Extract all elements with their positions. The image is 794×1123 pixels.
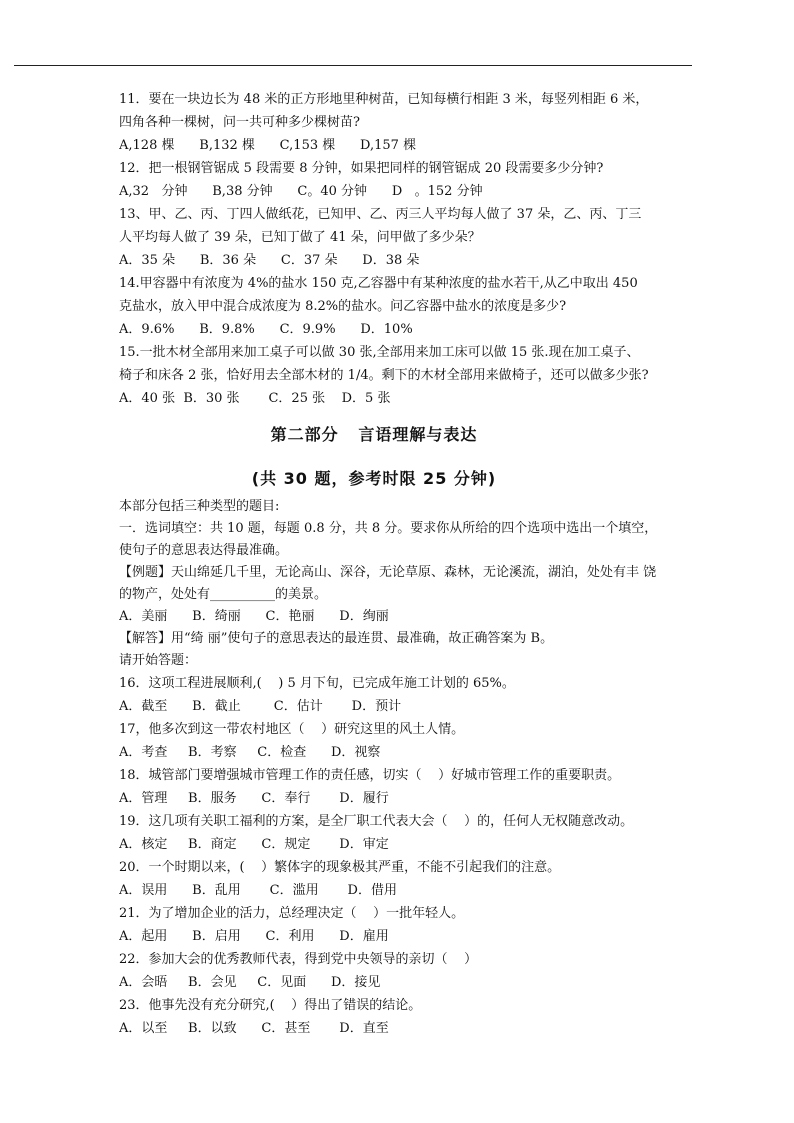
question-options: A,32 分钟 B,38 分钟 C。40 分钟 D 。152 分钟 (119, 184, 483, 199)
question-options: A,128 棵 B,132 棵 C,153 棵 D,157 棵 (119, 138, 417, 153)
question-options: A．截至 B．截止 C．估计 D．预计 (119, 699, 402, 714)
question-text: 17，他多次到这一带农村地区（ ）研究这里的风土人情。 (119, 722, 465, 737)
question-options: A．考查 B．考察 C．检查 D．视察 (119, 745, 381, 760)
question-text: 15.一批木材全部用来加工桌子可以做 30 张,全部用来加工床可以做 15 张.现在加工桌子、 (119, 345, 640, 360)
question-text: 22．参加大会的优秀教师代表，得到党中央领导的亲切（ ） (119, 952, 478, 967)
question-options: A．起用 B．启用 C．利用 D．雇用 (119, 929, 389, 944)
intro-line: 请开始答题： (119, 653, 198, 668)
question-text: 18．城管部门要增强城市管理工作的责任感，切实（ ）好城市管理工作的重要职责。 (119, 768, 621, 783)
question-options: A．40 张 B．30 张 C．25 张 D．5 张 (119, 391, 391, 406)
question-text: 13、甲、乙、丙、丁四人做纸花，已知甲、乙、丙三人平均每人做了 37 朵，乙、丙、丁三 (119, 207, 642, 222)
header-rule (14, 65, 692, 66)
question-text: 人平均每人做了 39 朵，已知丁做了 41 朵，问甲做了多少朵？ (119, 230, 481, 245)
question-options: A．误用 B．乱用 C．滥用 D．借用 (119, 883, 397, 898)
question-text: 椅子和床各 2 张，恰好用去全部木材的 1/4。剩下的木材全部用来做椅子，还可以做多少张? (119, 368, 649, 383)
question-text: 20．一个时期以来，( ）繁体字的现象极其严重，不能不引起我们的注意。 (119, 860, 561, 875)
example-options: A．美丽 B．绮丽 C．艳丽 D．绚丽 (119, 609, 389, 624)
question-text: 21．为了增加企业的活力，总经理决定（ ）一批年轻人。 (119, 906, 465, 921)
intro-line: 本部分包括三种类型的题目: (119, 499, 280, 514)
question-options: A．管理 B．服务 C．奉行 D．履行 (119, 791, 389, 806)
document-body (119, 88, 699, 1040)
section-title: 第二部分 言语理解与表达 (270, 425, 478, 444)
question-options: A．以至 B．以致 C．甚至 D．直至 (119, 1021, 389, 1036)
question-options: A．会晤 B．会见 C．见面 D．接见 (119, 975, 381, 990)
question-options: A．35 朵 B．36 朵 C．37 朵 D．38 朵 (119, 253, 420, 268)
section-subtitle: (共 30 题，参考时限 25 分钟) (251, 469, 497, 488)
question-text: 12．把一根钢管锯成 5 段需要 8 分钟，如果把同样的钢管锯成 20 段需要多少分钟? (119, 161, 604, 176)
intro-line: 一．选词填空：共 10 题，每题 0.8 分，共 8 分。要求你从所给的四个选项中选出一个填空， (119, 521, 658, 536)
question-text: 四角各种一棵树，问一共可种多少棵树苗? (119, 115, 360, 130)
example-line: 的物产，处处有__________的美景。 (119, 587, 328, 602)
question-text: 克盐水，放入甲中混合成浓度为 8.2%的盐水。问乙容器中盐水的浓度是多少? (119, 299, 567, 314)
example-line: 【例题】天山绵延几千里，无论高山、深谷，无论草原、森林，无论溪流，湖泊，处处有丰 饶 (119, 565, 657, 580)
question-text: 14.甲容器中有浓度为 4%的盐水 150 克,乙容器中有某种浓度的盐水若干,从乙中取出 450 (119, 276, 638, 291)
question-text: 16．这项工程进展顺利,( ) 5 月下旬，已完成年施工计划的 65%。 (119, 676, 515, 691)
question-text: 11．要在一块边长为 48 米的正方形地里种树苗，已知每横行相距 3 米，每竖列相距 6 米， (119, 92, 649, 107)
question-options: A．核定 B．商定 C．规定 D．审定 (119, 837, 389, 852)
question-options: A．9.6% B．9.8% C．9.9% D．10% (119, 322, 413, 337)
question-text: 23．他事先没有充分研究,( ）得出了错误的结论。 (119, 998, 422, 1013)
intro-line: 使句子的意思表达得最准确。 (119, 543, 289, 558)
answer-explanation: 【解答】用“绮 丽”使句子的意思表达的最连贯、最准确，故正确答案为 B。 (119, 631, 554, 646)
question-text: 19．这几项有关职工福利的方案，是全厂职工代表大会（ ）的，任何人无权随意改动。 (119, 814, 634, 829)
